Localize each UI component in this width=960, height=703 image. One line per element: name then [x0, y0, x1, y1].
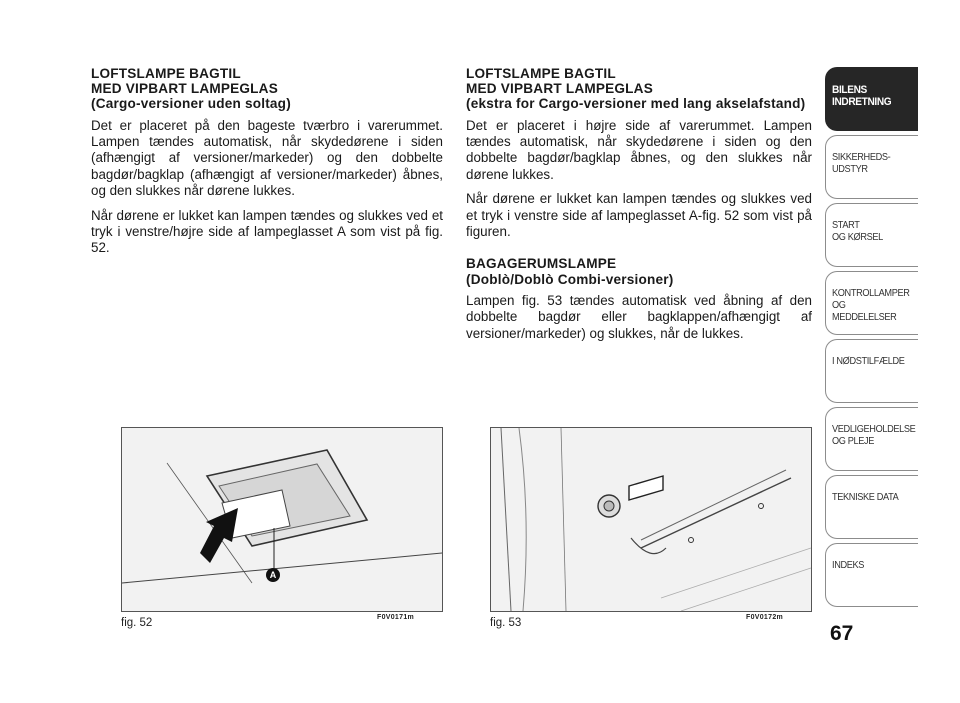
body-paragraph: Det er placeret på den bageste tværbro i varerummet. Lampen tændes automatisk, når skydedørene i siden (afhængigt af versioner/markeder) og den dobbelte bagdør/bagklap (afhængigt af versioner/markeder) åbnes, og den slukkes når dørene lukkes. — [91, 117, 443, 199]
body-paragraph: Når dørene er lukket kan lampen tændes og slukkes ved et tryk i venstre side af lampeglasset A-fig. 52 som vist på figuren. — [466, 191, 812, 240]
left-column — [91, 66, 443, 265]
figure-code: F0V0172m — [746, 614, 784, 621]
chapter-tabs — [825, 67, 918, 611]
tab-label: SIKKERHEDS- UDSTYR — [832, 152, 891, 175]
figure-code: F0V0171m — [377, 614, 415, 621]
figure-53-image — [490, 427, 812, 612]
body-paragraph: Når dørene er lukket kan lampen tændes og slukkes ved et tryk i venstre/højre side af lampeglasset A som vist på fig. 52. — [91, 207, 443, 256]
tab-label: TEKNISKE DATA — [832, 492, 899, 503]
tab-i-nodstilfaelde[interactable] — [825, 339, 918, 403]
ceiling-lamp-illustration — [122, 428, 442, 611]
callout-label-a: A — [266, 568, 280, 582]
section-heading: LOFTSLAMPE BAGTIL MED VIPBART LAMPEGLAS (Cargo-versioner uden soltag) — [91, 66, 291, 112]
tab-bilens-indretning[interactable] — [825, 67, 918, 131]
figure-caption: fig. 52 — [121, 617, 153, 629]
right-column — [466, 66, 812, 350]
tab-label: START OG KØRSEL — [832, 220, 883, 243]
tab-label: INDEKS — [832, 560, 865, 571]
section-heading: BAGAGERUMSLAMPE (Doblò/Doblò Combi-versioner) — [466, 256, 674, 287]
figure-caption: fig. 53 — [490, 617, 522, 629]
tab-tekniske-data[interactable] — [825, 475, 918, 539]
body-paragraph: Lampen fig. 53 tændes automatisk ved åbning af den dobbelte bagdør eller bagklappen/afhængigt af versioner/markeder) og slukkes, når de lukkes. — [466, 292, 812, 341]
tab-kontrollamper[interactable] — [825, 271, 918, 335]
tab-label: VEDLIGEHOLDELSE OG PLEJE — [832, 424, 916, 447]
tab-start-og-korsel[interactable] — [825, 203, 918, 267]
tab-label: KONTROLLAMPER OG MEDDELELSER — [832, 288, 910, 323]
tab-sikkerhedsudstyr[interactable] — [825, 135, 918, 199]
luggage-lamp-illustration — [491, 428, 811, 611]
tab-vedligeholdelse[interactable] — [825, 407, 918, 471]
page-number: 67 — [830, 622, 854, 645]
figure-52-image — [121, 427, 443, 612]
tab-label: I NØDSTILFÆLDE — [832, 356, 905, 367]
tab-indeks[interactable] — [825, 543, 918, 607]
body-paragraph: Det er placeret i højre side af varerummet. Lampen tændes automatisk, når skydedørene i siden og den dobbelte bagdør/bagklap åbnes, og den slukkes når dørene lukkes. — [466, 117, 812, 182]
section-heading: LOFTSLAMPE BAGTIL MED VIPBART LAMPEGLAS (ekstra for Cargo-versioner med lang akselafstand) — [466, 66, 806, 112]
tab-label: BILENS INDRETNING — [832, 84, 892, 108]
